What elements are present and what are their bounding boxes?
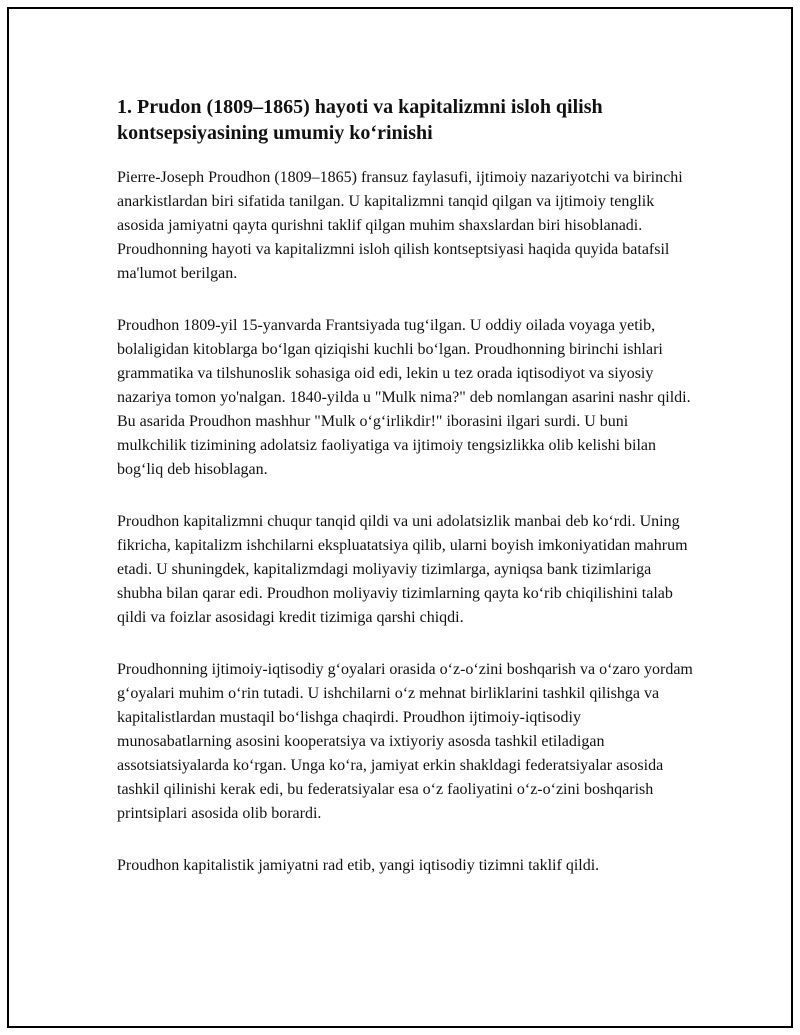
document-body [117,94,697,906]
paragraph-critique: Proudhon kapitalizmni chuqur tanqid qildi va uni adolatsizlik manbai deb koʻrdi. Uning fikricha, kapitalizm ishchilarni ekspluatatsiya qilib, ularni boyish imkoniyatidan mahrum etadi. U shuningdek, kapitalizmdagi moliyaviy tizimlarga, ayniqsa bank tizimlariga shubha bilan qarar edi. Proudhon moliyaviy tizimlarning qayta koʻrib chiqilishini talab qildi va foizlar asosidagi kredit tizimiga qarshi chiqdi. [117,513,688,626]
paragraph-conclusion: Proudhon kapitalistik jamiyatni rad etib, yangi iqtisodiy tizimni taklif qildi. [117,857,600,874]
paragraph-self-management: Proudhonning ijtimoiy-iqtisodiy gʻoyalari orasida oʻz-oʻzini boshqarish va oʻzaro yordam gʻoyalari muhim oʻrin tutadi. U ishchilarni oʻz mehnat birliklarini tashkil qilishga va kapitalistlardan mustaqil boʻlishga chaqirdi. Proudhon ijtimoiy-iqtisodiy munosabatlarning asosini kooperatsiya va ixtiyoriy asosda tashkil etiladigan assotsiatsiyalarda koʻrgan. Unga koʻra, jamiyat erkin shakldagi federatsiyalar asosida tashkil qilinishi kerak edi, bu federatsiyalar esa oʻz faoliyatini oʻz-oʻzini boshqarish printsiplari asosida olib borardi. [117,661,693,822]
paragraph-intro: Pierre-Joseph Proudhon (1809–1865) fransuz faylasufi, ijtimoiy nazariyotchi va birinchi anarkistlardan biri sifatida tanilgan. U kapitalizmni tanqid qilgan va ijtimoiy tenglik asosida jamiyatni qayta qurishni taklif qilgan muhim shaxslardan biri hisoblanadi. Proudhonning hayoti va kapitalizmni isloh qilish kontseptsiyasi haqida quyida batafsil ma'lumot berilgan. [117,169,683,282]
section-title: 1. Prudon (1809–1865) hayoti va kapitalizmni isloh qilish kontsepsiyasining umumiy koʻrinishi [117,96,603,144]
paragraph-biography: Proudhon 1809-yil 15-yanvarda Frantsiyada tugʻilgan. U oddiy oilada voyaga yetib, bolaligidan kitoblarga boʻlgan qiziqishi kuchli boʻlgan. Proudhonning birinchi ishlari grammatika va tilshunoslik sohasiga oid edi, lekin u tez orada iqtisodiyot va siyosiy nazariya tomon yo'nalgan. 1840-yilda u "Mulk nima?" deb nomlangan asarini nashr qildi. Bu asarida Proudhon mashhur "Mulk oʻgʻirlikdir!" iborasini ilgari surdi. U buni mulkchilik tizimining adolatsiz faoliyatiga va ijtimoiy tengsizlikka olib kelishi bilan bogʻliq deb hisoblagan. [117,317,691,478]
